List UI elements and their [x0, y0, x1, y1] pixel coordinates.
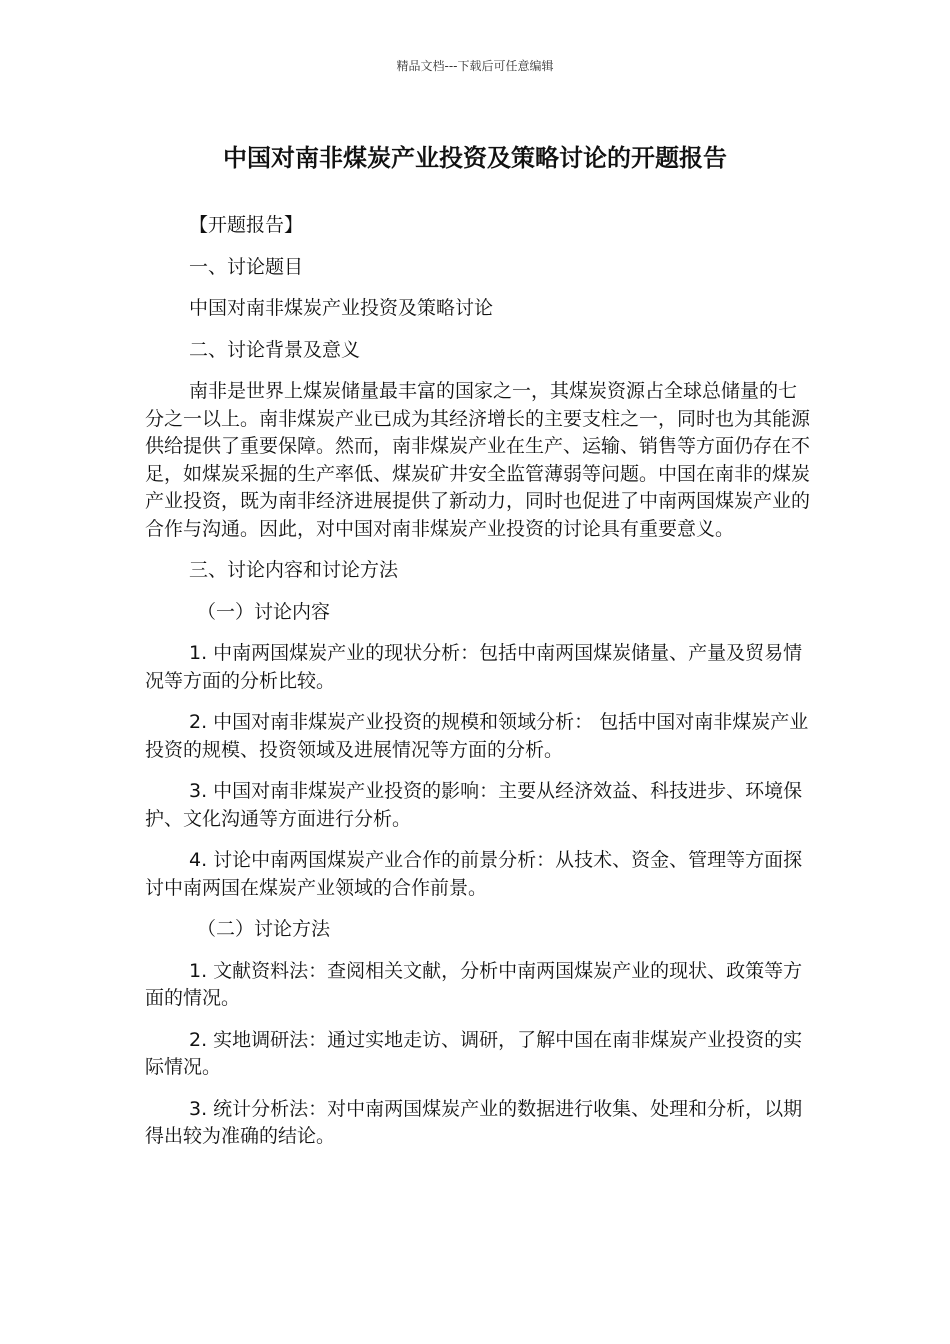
method-item-2: 2. 实地调研法：通过实地走访、调研，了解中国在南非煤炭产业投资的实际情况。	[145, 1028, 803, 1078]
method-item-1: 1. 文献资料法：查阅相关文献，分析中南两国煤炭产业的现状、政策等方面的情况。	[145, 959, 803, 1009]
content-item-4: 4. 讨论中南两国煤炭产业合作的前景分析：从技术、资金、管理等方面探讨中南两国在煤炭产业领域的合作前景。	[145, 849, 803, 899]
section1-heading: 一、讨论题目	[189, 255, 304, 278]
section3-heading: 三、讨论内容和讨论方法	[189, 559, 399, 581]
document-body	[145, 212, 810, 1165]
section1-text: 中国对南非煤炭产业投资及策略讨论	[189, 297, 494, 319]
content-item-3: 3. 中国对南非煤炭产业投资的影响：主要从经济效益、科技进步、环境保护、文化沟通等方面进行分析。	[145, 780, 803, 830]
content-item-2: 2. 中国对南非煤炭产业投资的规模和领域分析： 包括中国对南非煤炭产业投资的规模、投资领域及进展情况等方面的分析。	[145, 711, 809, 761]
content-item-1: 1. 中南两国煤炭产业的现状分析：包括中南两国煤炭储量、产量及贸易情况等方面的分析比较。	[145, 642, 803, 692]
section2-paragraph: 南非是世界上煤炭储量最丰富的国家之一，其煤炭资源占全球总储量的七分之一以上。南非煤炭产业已成为其经济增长的主要支柱之一，同时也为其能源供给提供了重要保障。然而，南非煤炭产业在生产、运输、销售等方面仍存在不足，如煤炭采掘的生产率低、煤炭矿井安全监管薄弱等问题。中国在南非的煤炭产业投资，既为南非经济进展提供了新动力，同时也促进了中南两国煤炭产业的合作与沟通。因此，对中国对南非煤炭产业投资的讨论具有重要意义。	[145, 380, 811, 540]
content-subheading: （一）讨论内容	[197, 600, 331, 623]
report-label: 【开题报告】	[189, 214, 304, 236]
section2-heading: 二、讨论背景及意义	[189, 338, 361, 361]
document-title: 中国对南非煤炭产业投资及策略讨论的开题报告	[223, 144, 727, 172]
page-header-note: 精品文档---下载后可任意编辑	[396, 59, 554, 73]
method-item-3: 3. 统计分析法：对中南两国煤炭产业的数据进行收集、处理和分析，以期得出较为准确的结论。	[145, 1097, 803, 1147]
method-subheading: （二）讨论方法	[197, 918, 331, 940]
